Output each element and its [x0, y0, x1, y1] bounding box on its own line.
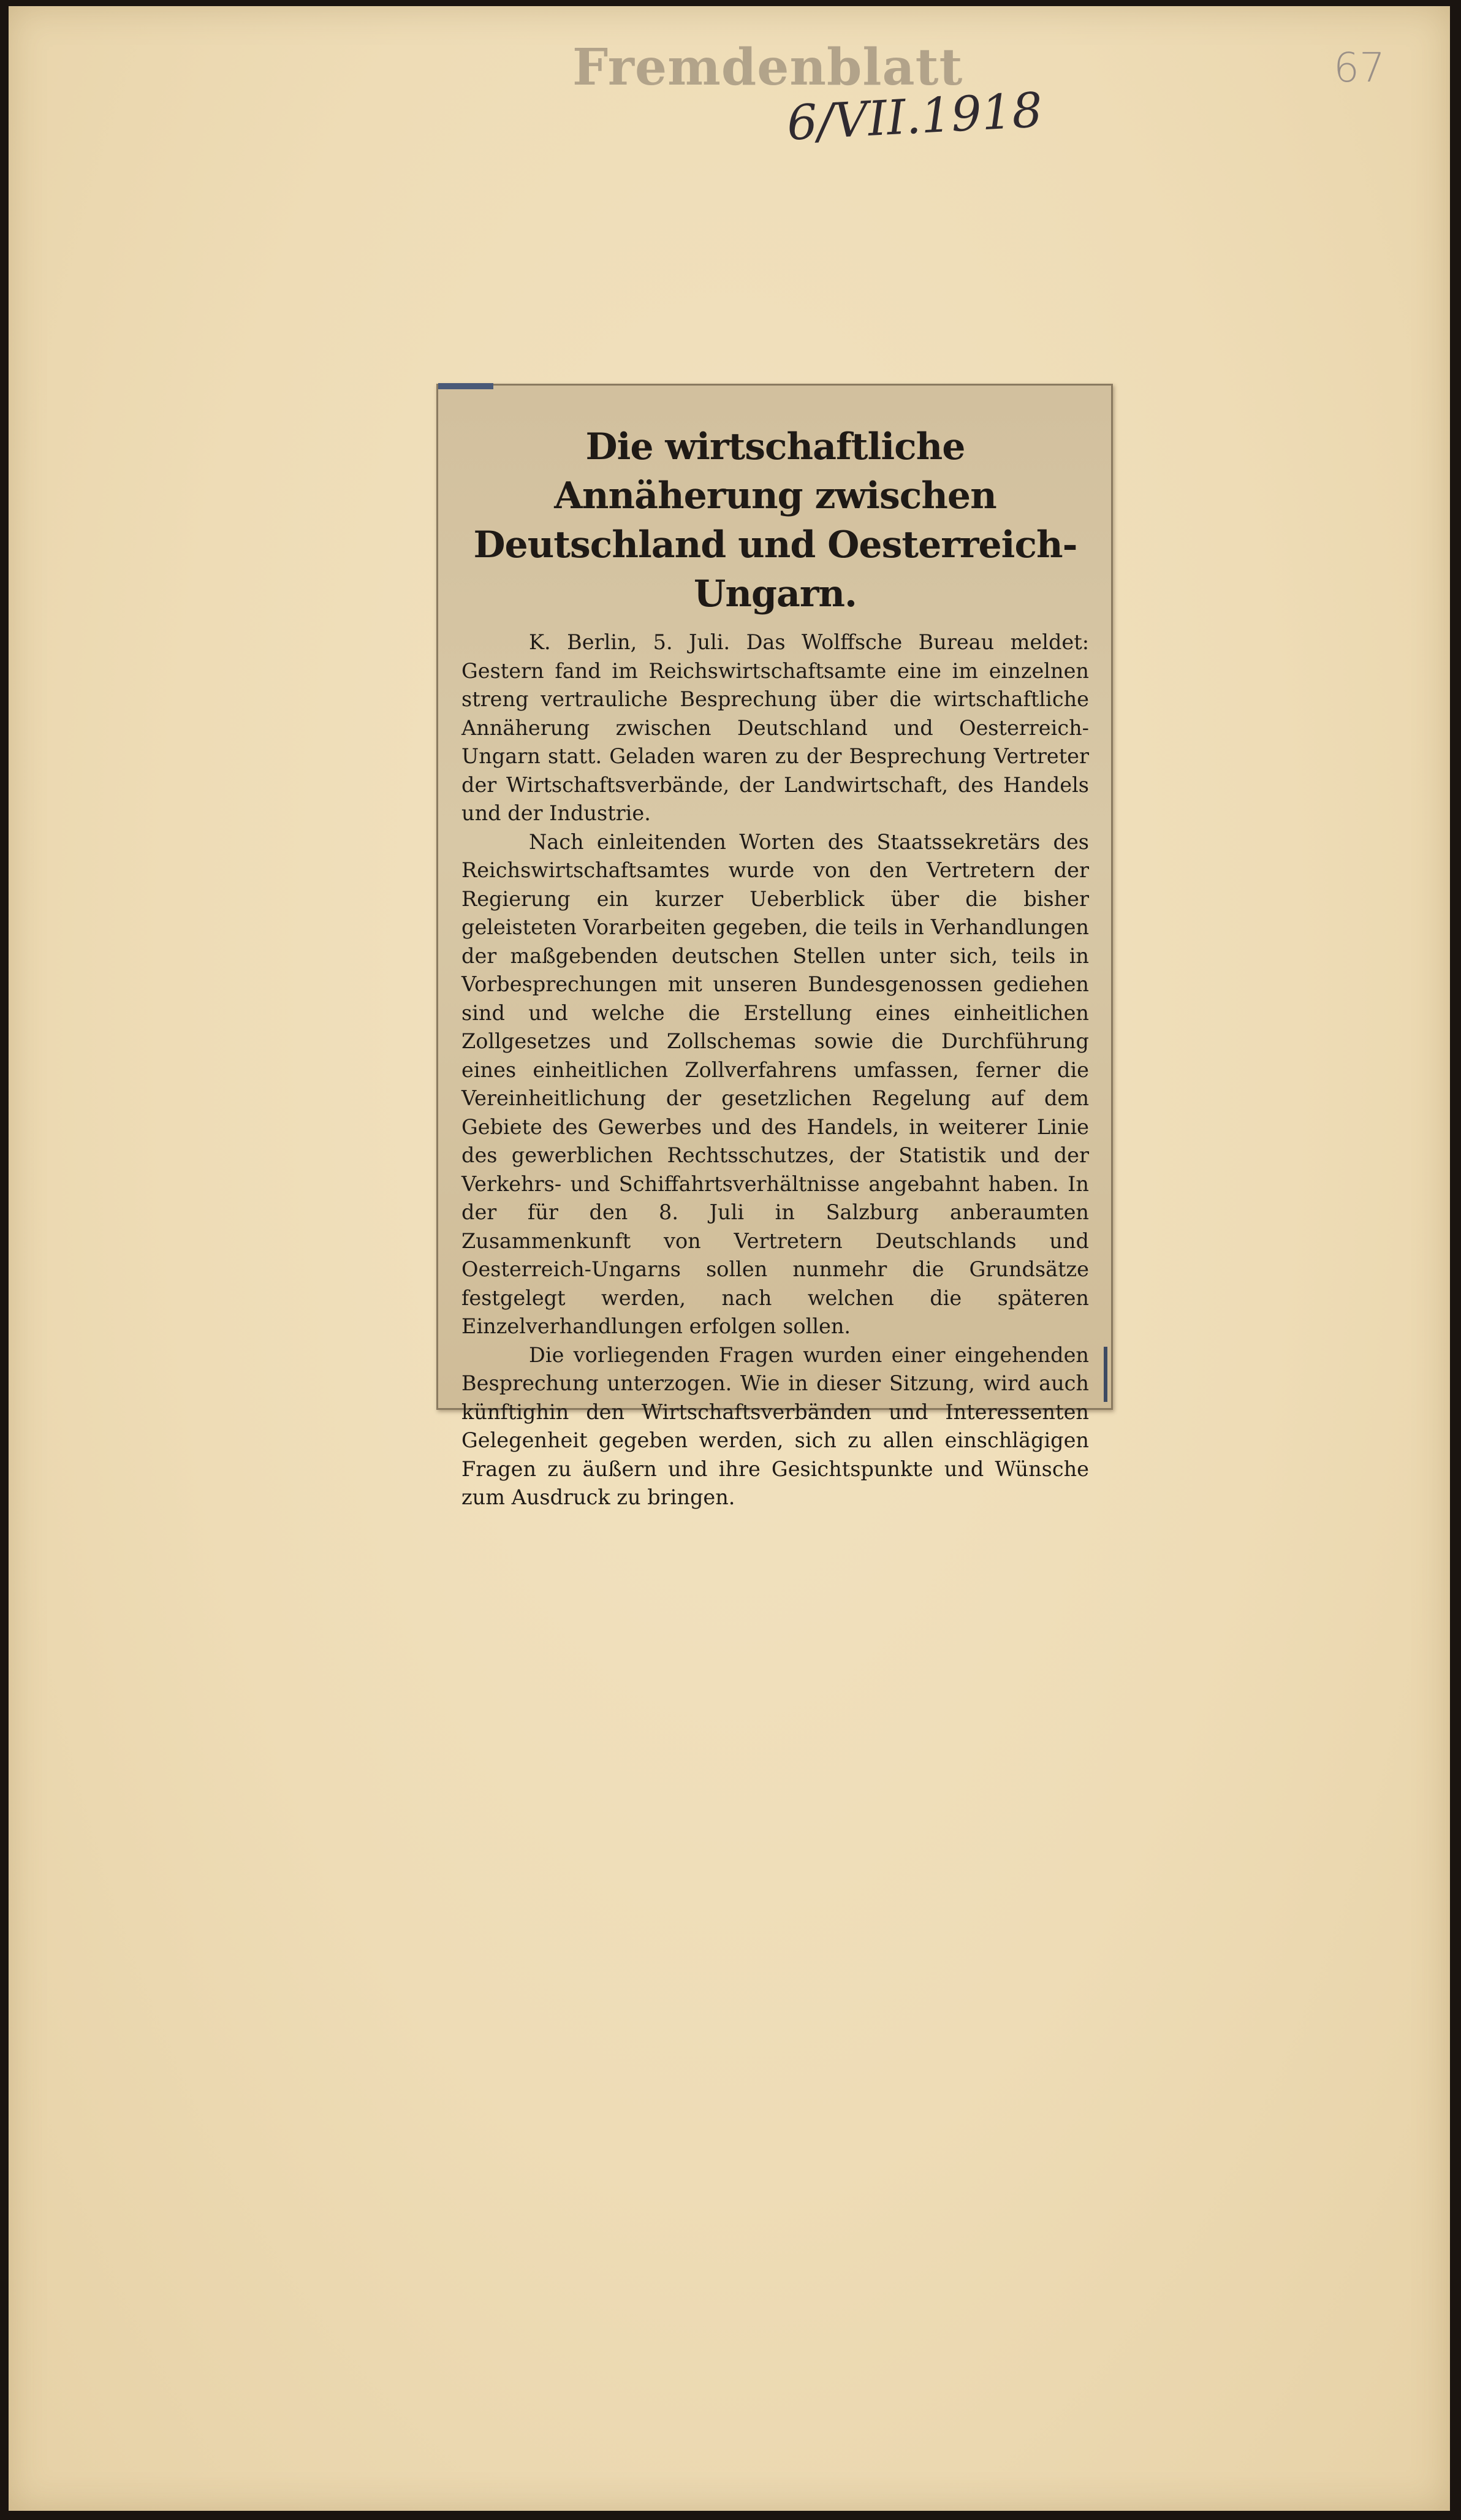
handwritten-date: 6/VII.1918	[785, 83, 1044, 151]
newspaper-source-stamp: Fremdenblatt	[572, 38, 963, 97]
newspaper-clipping	[436, 384, 1113, 1509]
article-headline: Die wirtschaftliche Annäherung zwischen Deutschland und Oesterreich-Ungarn.	[473, 425, 1077, 615]
article-paragraph: K. Berlin, 5. Juli. Das Wolffsche Bureau meldet: Gestern fand im Reichswirtschaftsamte eine im einzelnen streng vertrauliche Besprechung über die wirtschaftliche Annäherung zwischen Deutschland und Oesterreich-Ungarn statt. Geladen waren zu der Besprechung Vertreter der Wirtschaftsverbände, der Landwirtschaft, des Handels und der Industrie.	[461, 630, 1089, 825]
page-number: 67	[1334, 44, 1385, 91]
article-paragraph: Die vorliegenden Fragen wurden einer eingehenden Besprechung unterzogen. Wie in dieser Sitzung, wird auch künftighin den Wirtschaftsverbänden und Interessenten Gelegenheit gegeben werden, sich zu allen einschlägigen Fragen zu äußern und ihre Gesichtspunkte und Wünsche zum Ausdruck zu bringen.	[461, 1342, 1089, 1509]
clipping-edge-mark	[438, 383, 493, 389]
article-body	[461, 628, 1089, 1512]
clipping-edge-mark	[1104, 1347, 1107, 1402]
article-paragraph: Nach einleitenden Worten des Staatssekretärs des Reichswirtschaftsamtes wurde von den Vertretern der Regierung ein kurzer Ueberblick über die bisher geleisteten Vorarbeiten gegeben, die teils in Verhandlungen der maßgebenden deutschen Stellen unter sich, teils in Vorbesprechungen mit unseren Bundesgenossen gediehen sind und welche die Erstellung eines einheitlichen Zollgesetzes und Zollschemas sowie die Durchführung eines einheitlichen Zollverfahrens umfassen, ferner die Vereinheitlichung der gesetzlichen Regelung auf dem Gebiete des Gewerbes und des Handels, in weiterer Linie des gewerblichen Rechtsschutzes, der Statistik und der Verkehrs- und Schiffahrtsverhältnisse angebahnt haben. In der für den 8. Juli in Salzburg anberaumten Zusammenkunft von Vertretern Deutschlands und Oesterreich-Ungarns sollen nunmehr die Grundsätze festgelegt werden, nach welchen die späteren Einzelverhandlungen erfolgen sollen.	[461, 829, 1089, 1338]
